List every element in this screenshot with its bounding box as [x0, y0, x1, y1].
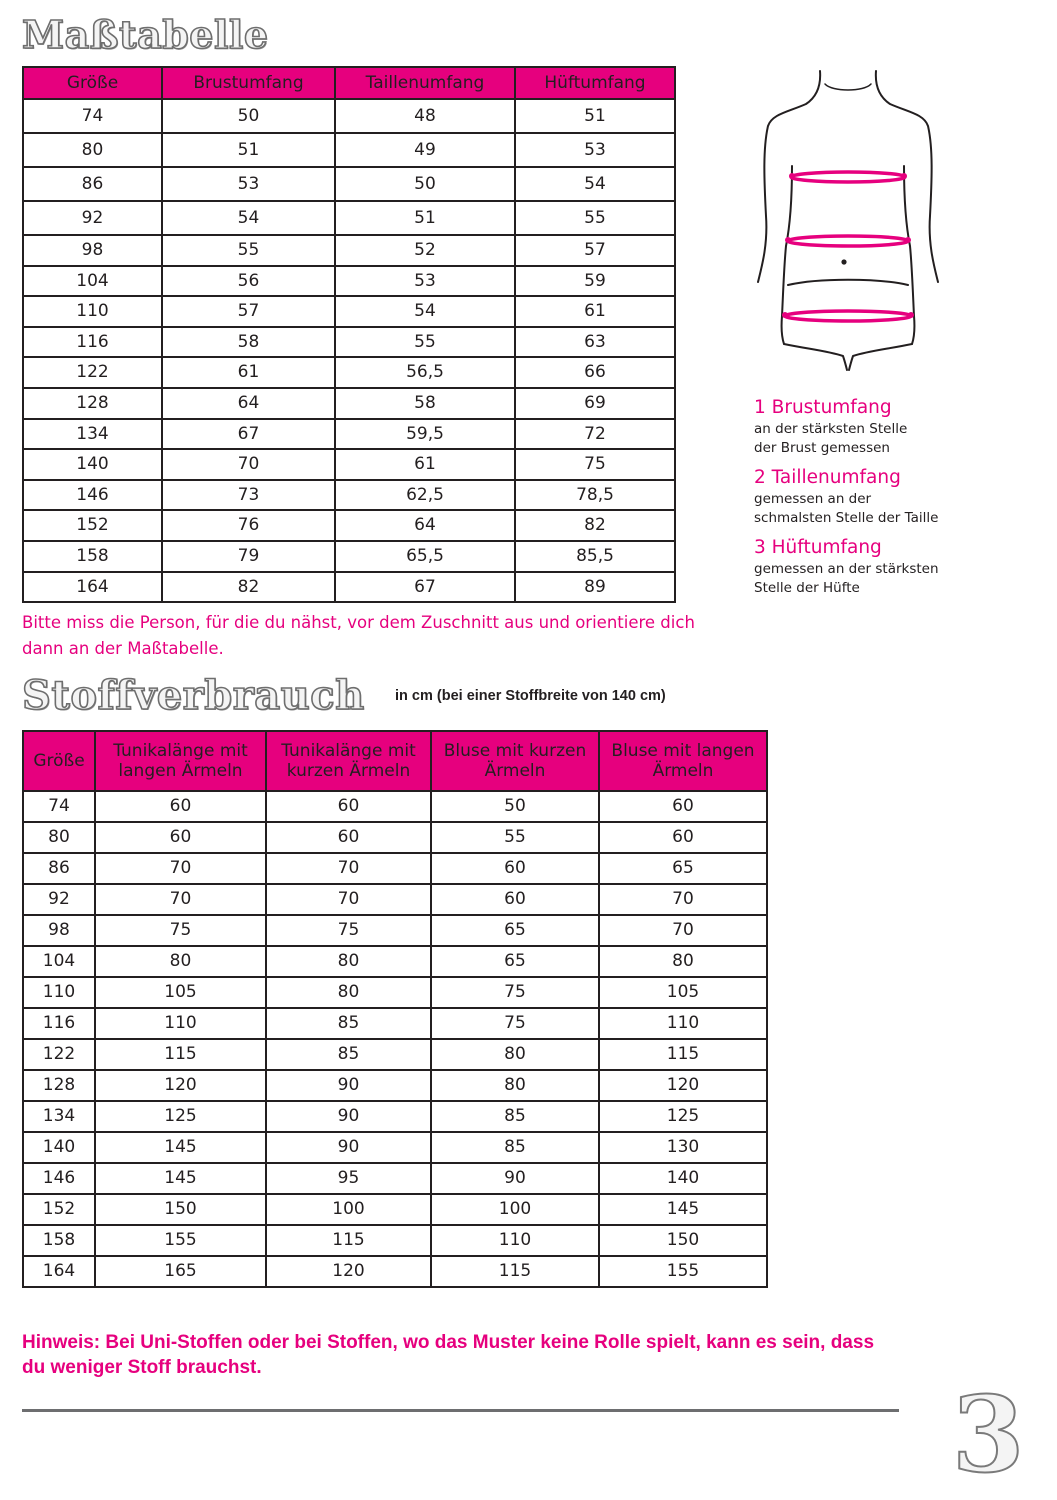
table-cell: 70: [95, 884, 266, 915]
table-cell: 75: [431, 977, 599, 1008]
table-cell: 48: [335, 99, 515, 133]
table-cell: 55: [515, 201, 675, 235]
table-cell: 56: [162, 266, 335, 297]
table-row: [23, 915, 767, 946]
table-cell: 110: [23, 977, 95, 1008]
body-measurement-figure: [748, 66, 948, 376]
table-cell: 70: [266, 884, 431, 915]
table-cell: 105: [95, 977, 266, 1008]
table-cell: 100: [431, 1194, 599, 1225]
table-cell: 54: [515, 167, 675, 201]
table-cell: 82: [515, 510, 675, 541]
footer-divider: [22, 1409, 899, 1412]
table-cell: 152: [23, 510, 162, 541]
column-header: Bluse mit kurzen Ärmeln: [431, 731, 599, 791]
table-cell: 75: [431, 1008, 599, 1039]
table-cell: 98: [23, 235, 162, 266]
table-cell: 140: [23, 1132, 95, 1163]
table-cell: 80: [431, 1070, 599, 1101]
column-header: Größe: [23, 67, 162, 99]
table-cell: 62,5: [335, 480, 515, 511]
table-row: [23, 327, 675, 358]
table-cell: 110: [599, 1008, 767, 1039]
table-cell: 115: [95, 1039, 266, 1070]
table-row: [23, 201, 675, 235]
table-row: [23, 449, 675, 480]
table-cell: 80: [23, 822, 95, 853]
table-cell: 74: [23, 99, 162, 133]
size-chart-body: [23, 99, 675, 602]
table-cell: 60: [266, 791, 431, 822]
table-cell: 85: [266, 1039, 431, 1070]
table-cell: 164: [23, 1256, 95, 1287]
column-header: Größe: [23, 731, 95, 791]
table-cell: 61: [335, 449, 515, 480]
table-cell: 59,5: [335, 419, 515, 450]
table-cell: 66: [515, 357, 675, 388]
table-cell: 51: [515, 99, 675, 133]
table-cell: 82: [162, 572, 335, 603]
table-cell: 72: [515, 419, 675, 450]
legend-title: 2 Taillenumfang: [754, 467, 901, 488]
table-cell: 60: [95, 822, 266, 853]
size-chart-table: [22, 66, 676, 603]
navel-mark: [841, 259, 846, 264]
table-cell: 120: [599, 1070, 767, 1101]
legend-description: schmalsten Stelle der Taille: [754, 510, 939, 526]
table-cell: 150: [95, 1194, 266, 1225]
table-cell: 53: [515, 133, 675, 167]
table-cell: 150: [599, 1225, 767, 1256]
table-row: [23, 1225, 767, 1256]
table-cell: 80: [95, 946, 266, 977]
table-cell: 128: [23, 388, 162, 419]
table-cell: 110: [95, 1008, 266, 1039]
table-row: [23, 266, 675, 297]
table-cell: 61: [162, 357, 335, 388]
column-header: Bluse mit langen Ärmeln: [599, 731, 767, 791]
table-cell: 57: [162, 296, 335, 327]
table-cell: 53: [162, 167, 335, 201]
table-cell: 57: [515, 235, 675, 266]
table-cell: 155: [599, 1256, 767, 1287]
table-cell: 60: [95, 791, 266, 822]
measure-note: Bitte miss die Person, für die du nähst, vor dem Zuschnitt aus und orientiere dich dann an der Maßtabelle.: [22, 613, 695, 658]
table-cell: 70: [95, 853, 266, 884]
table-row: [23, 1039, 767, 1070]
table-cell: 122: [23, 1039, 95, 1070]
table-cell: 90: [266, 1070, 431, 1101]
table-cell: 74: [23, 791, 95, 822]
table-cell: 70: [162, 449, 335, 480]
table-cell: 130: [599, 1132, 767, 1163]
column-header: Tunikalänge mit kurzen Ärmeln: [266, 731, 431, 791]
table-header-row: [23, 731, 767, 791]
table-cell: 122: [23, 357, 162, 388]
table-cell: 80: [266, 977, 431, 1008]
table-cell: 116: [23, 327, 162, 358]
fabric-usage-table: [22, 730, 768, 1288]
table-cell: 65: [431, 915, 599, 946]
table-cell: 70: [599, 915, 767, 946]
legend-description: Stelle der Hüfte: [754, 580, 860, 596]
table-cell: 146: [23, 1163, 95, 1194]
size-chart-heading: Maßtabelle: [22, 12, 269, 57]
table-cell: 70: [599, 884, 767, 915]
table-cell: 104: [23, 946, 95, 977]
table-cell: 80: [23, 133, 162, 167]
table-cell: 104: [23, 266, 162, 297]
table-row: [23, 791, 767, 822]
table-cell: 115: [599, 1039, 767, 1070]
table-cell: 92: [23, 884, 95, 915]
table-cell: 54: [335, 296, 515, 327]
table-cell: 59: [515, 266, 675, 297]
table-cell: 80: [266, 946, 431, 977]
table-cell: 115: [431, 1256, 599, 1287]
table-cell: 158: [23, 1225, 95, 1256]
table-cell: 51: [162, 133, 335, 167]
table-cell: 52: [335, 235, 515, 266]
table-row: [23, 1256, 767, 1287]
legend-description: der Brust gemessen: [754, 440, 890, 456]
table-cell: 67: [335, 572, 515, 603]
table-row: [23, 235, 675, 266]
table-header-row: [23, 67, 675, 99]
hint-note: Hinweis: Bei Uni-Stoffen oder bei Stoffen, wo das Muster keine Rolle spielt, kann es sein, dass du weniger Stoff brauchst.: [22, 1332, 875, 1378]
table-cell: 134: [23, 1101, 95, 1132]
table-row: [23, 1101, 767, 1132]
table-cell: 55: [335, 327, 515, 358]
table-row: [23, 1163, 767, 1194]
table-cell: 56,5: [335, 357, 515, 388]
column-header: Tunikalänge mit langen Ärmeln: [95, 731, 266, 791]
table-row: [23, 977, 767, 1008]
table-cell: 125: [95, 1101, 266, 1132]
table-cell: 110: [23, 296, 162, 327]
table-cell: 105: [599, 977, 767, 1008]
table-row: [23, 822, 767, 853]
table-row: [23, 1194, 767, 1225]
table-cell: 120: [266, 1256, 431, 1287]
table-row: [23, 1132, 767, 1163]
table-cell: 90: [266, 1101, 431, 1132]
table-cell: 80: [431, 1039, 599, 1070]
fabric-usage-body: [23, 791, 767, 1287]
measure-lines: [785, 172, 911, 321]
table-cell: 79: [162, 541, 335, 572]
table-cell: 65,5: [335, 541, 515, 572]
table-cell: 100: [266, 1194, 431, 1225]
table-cell: 146: [23, 480, 162, 511]
table-cell: 50: [162, 99, 335, 133]
table-cell: 76: [162, 510, 335, 541]
table-cell: 115: [266, 1225, 431, 1256]
table-cell: 60: [431, 853, 599, 884]
table-cell: 125: [599, 1101, 767, 1132]
page-number: 3: [952, 1373, 1025, 1496]
table-row: [23, 1070, 767, 1101]
table-cell: 70: [266, 853, 431, 884]
legend-description: an der stärksten Stelle: [754, 421, 908, 437]
column-header: Hüftumfang: [515, 67, 675, 99]
table-cell: 61: [515, 296, 675, 327]
table-row: [23, 388, 675, 419]
table-row: [23, 133, 675, 167]
table-cell: 53: [335, 266, 515, 297]
table-cell: 80: [599, 946, 767, 977]
table-cell: 75: [95, 915, 266, 946]
table-cell: 78,5: [515, 480, 675, 511]
table-row: [23, 357, 675, 388]
table-row: [23, 419, 675, 450]
column-header: Brustumfang: [162, 67, 335, 99]
table-cell: 164: [23, 572, 162, 603]
table-cell: 86: [23, 853, 95, 884]
table-cell: 75: [266, 915, 431, 946]
table-cell: 95: [266, 1163, 431, 1194]
table-cell: 116: [23, 1008, 95, 1039]
table-cell: 120: [95, 1070, 266, 1101]
legend-title: 3 Hüftumfang: [754, 537, 882, 558]
table-cell: 63: [515, 327, 675, 358]
table-cell: 49: [335, 133, 515, 167]
column-header: Taillenumfang: [335, 67, 515, 99]
table-cell: 90: [266, 1132, 431, 1163]
legend-description: gemessen an der: [754, 491, 872, 507]
table-cell: 145: [95, 1163, 266, 1194]
table-cell: 152: [23, 1194, 95, 1225]
table-cell: 58: [335, 388, 515, 419]
table-row: [23, 572, 675, 603]
body-outline: [758, 71, 938, 370]
table-row: [23, 853, 767, 884]
table-cell: 145: [599, 1194, 767, 1225]
legend-hip: [754, 536, 1034, 598]
table-row: [23, 480, 675, 511]
waist-measure-line: [788, 236, 908, 246]
hip-measure-line: [785, 311, 911, 321]
table-cell: 128: [23, 1070, 95, 1101]
table-cell: 54: [162, 201, 335, 235]
table-row: [23, 946, 767, 977]
table-cell: 55: [162, 235, 335, 266]
table-cell: 69: [515, 388, 675, 419]
table-cell: 60: [266, 822, 431, 853]
table-cell: 51: [335, 201, 515, 235]
fabric-usage-heading: Stoffverbrauch: [22, 672, 365, 719]
table-cell: 50: [335, 167, 515, 201]
table-cell: 73: [162, 480, 335, 511]
table-cell: 65: [431, 946, 599, 977]
table-cell: 89: [515, 572, 675, 603]
table-row: [23, 1008, 767, 1039]
table-cell: 110: [431, 1225, 599, 1256]
table-cell: 158: [23, 541, 162, 572]
table-row: [23, 167, 675, 201]
legend-waist: [754, 466, 1034, 528]
table-cell: 58: [162, 327, 335, 358]
table-cell: 60: [431, 884, 599, 915]
table-row: [23, 884, 767, 915]
table-cell: 155: [95, 1225, 266, 1256]
table-cell: 165: [95, 1256, 266, 1287]
table-row: [23, 296, 675, 327]
table-cell: 50: [431, 791, 599, 822]
table-cell: 65: [599, 853, 767, 884]
table-cell: 67: [162, 419, 335, 450]
table-cell: 98: [23, 915, 95, 946]
table-cell: 145: [95, 1132, 266, 1163]
legend-chest: [754, 396, 1034, 458]
legend-description: gemessen an der stärksten: [754, 561, 939, 577]
table-cell: 134: [23, 419, 162, 450]
table-cell: 55: [431, 822, 599, 853]
table-cell: 85: [431, 1132, 599, 1163]
table-row: [23, 510, 675, 541]
table-cell: 85,5: [515, 541, 675, 572]
table-cell: 85: [431, 1101, 599, 1132]
table-cell: 60: [599, 791, 767, 822]
table-row: [23, 541, 675, 572]
table-cell: 64: [335, 510, 515, 541]
table-cell: 140: [23, 449, 162, 480]
chest-measure-line: [791, 172, 905, 182]
fabric-usage-subtitle: in cm (bei einer Stoffbreite von 140 cm): [395, 688, 666, 704]
table-cell: 140: [599, 1163, 767, 1194]
table-cell: 85: [266, 1008, 431, 1039]
legend-title: 1 Brustumfang: [754, 397, 892, 418]
table-cell: 92: [23, 201, 162, 235]
table-cell: 86: [23, 167, 162, 201]
table-row: [23, 99, 675, 133]
table-cell: 75: [515, 449, 675, 480]
table-cell: 90: [431, 1163, 599, 1194]
table-cell: 60: [599, 822, 767, 853]
table-cell: 64: [162, 388, 335, 419]
